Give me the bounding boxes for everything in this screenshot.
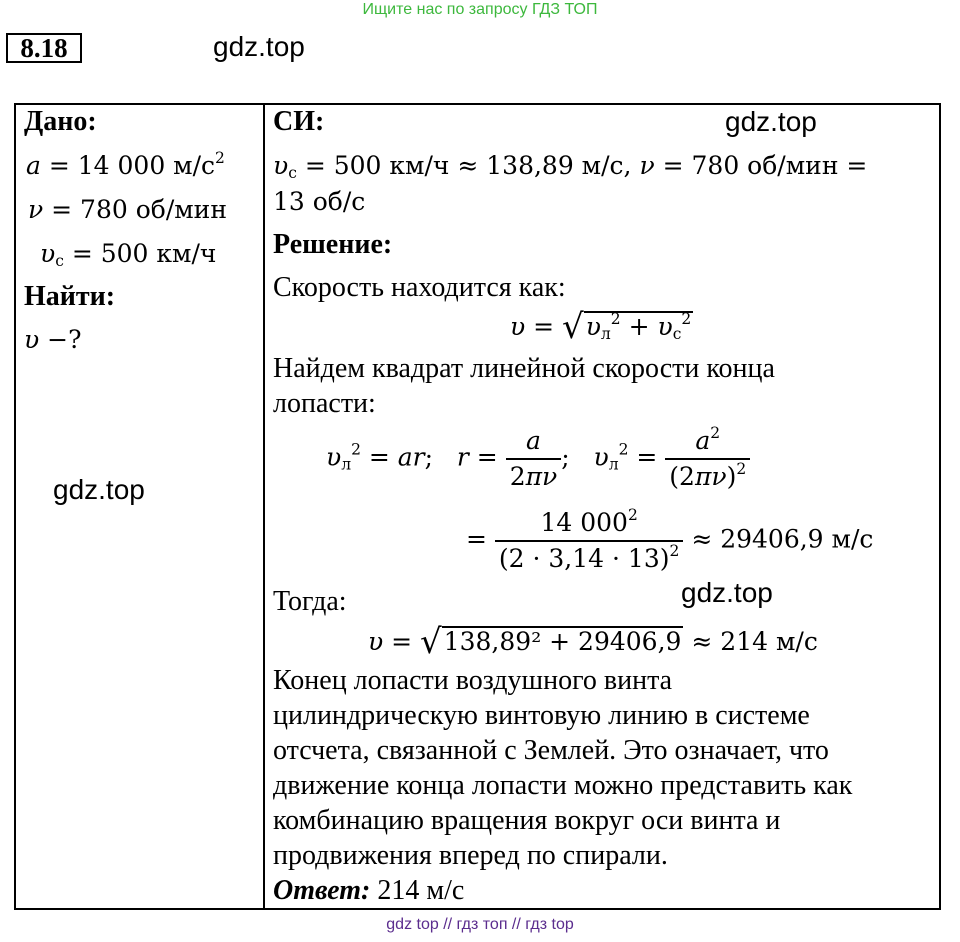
answer: Ответ: 214 м/с xyxy=(273,875,465,906)
find-heading: Найти: xyxy=(24,281,116,312)
given-aircraft-speed: $\upsilon_с = 500$ км/ч xyxy=(40,239,217,270)
linear-speed-formulas: $\upsilon_л^2$ = ar; r = $\frac{a}{2\pi\nu}$ ; $\upsilon_л^2$ = $\frac{a^2}{(2\pi\nu)^2}$ xyxy=(326,424,750,494)
watermark: gdz.top xyxy=(213,31,305,62)
watermark: gdz.top xyxy=(53,474,145,505)
final-formula: υ = √138,89² + 29406,9 ≈ 214 м/с xyxy=(368,622,818,662)
find-square-line-2: лопасти: xyxy=(273,388,376,419)
paragraph-line-6: продвижения вперед по спирали. xyxy=(273,840,668,871)
find-value: υ −? xyxy=(24,325,82,354)
paragraph-line-2: цилиндрическую винтовую линию в системе xyxy=(273,700,810,731)
footer-links: gdz top // гдз топ // гдз top xyxy=(386,916,574,933)
given-heading: Дано: xyxy=(24,106,97,137)
given-frequency: ν = 780 об/мин xyxy=(28,195,228,224)
paragraph-line-4: движение конца лопасти можно представить как xyxy=(273,770,853,801)
paragraph-line-3: отсчета, связанной с Землей. Это означает, что xyxy=(273,735,829,766)
paragraph-line-1: Конец лопасти воздушного винта xyxy=(273,665,673,696)
si-heading: СИ: xyxy=(273,106,325,137)
si-conversion-cont: 13 об/с xyxy=(273,187,366,216)
solution-intro: Скорость находится как: xyxy=(273,272,566,303)
solution-heading: Решение: xyxy=(273,229,393,260)
find-square-line-1: Найдем квадрат линейной скорости конца xyxy=(273,353,775,384)
watermark: gdz.top xyxy=(725,106,817,137)
problem-number: 8.18 xyxy=(6,33,82,63)
then-label: Тогда: xyxy=(273,586,347,617)
speed-formula: $\upsilon = √\upsilon_л^2 + \upsilon_с^2$ xyxy=(510,307,692,347)
si-conversion: $\upsilon_с = 500$ км/ч ≈ 138,89 м/с, ν = 780 об/мин = xyxy=(273,151,868,182)
column-divider xyxy=(263,103,265,910)
numeric-calculation: = $\frac{14 000^2}{(2 \cdot 3,14 \cdot 13)^2}$ ≈ 29406,9 м/с xyxy=(466,506,874,573)
top-banner: Ищите нас по запросу ГДЗ ТОП xyxy=(362,1,598,18)
given-acceleration: a = 14 000 $м/с^2$ xyxy=(26,149,225,180)
paragraph-line-5: комбинацию вращения вокруг оси винта и xyxy=(273,805,781,836)
watermark: gdz.top xyxy=(681,577,773,608)
